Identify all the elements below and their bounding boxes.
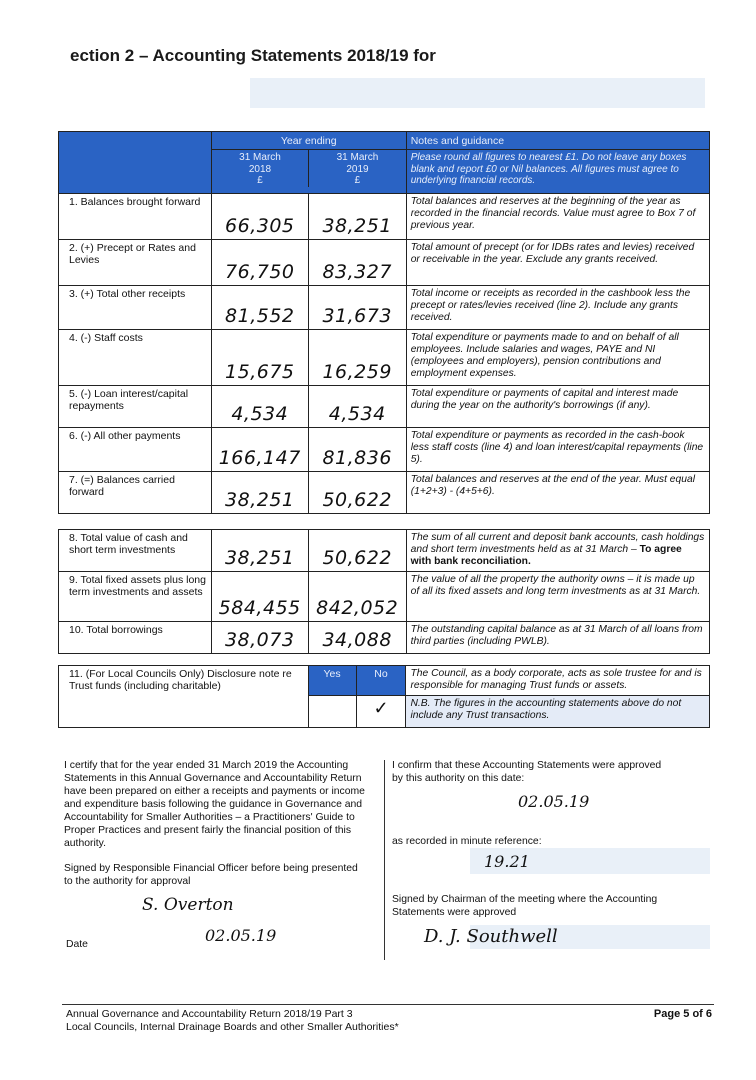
approval-confirmation: I confirm that these Accounting Statements were approved by this authority on this date: bbox=[392, 760, 662, 784]
assets-row bbox=[59, 530, 710, 572]
value-2018: 76,750 bbox=[211, 240, 308, 286]
statement-row bbox=[59, 240, 710, 286]
row-note-text: The outstanding capital balance as at 31 March of all loans from third parties (including PWLB). bbox=[410, 624, 703, 647]
footer-text bbox=[66, 1008, 399, 1033]
value-2018: 38,251 bbox=[211, 530, 308, 572]
notes-title: Notes and guidance bbox=[407, 132, 709, 150]
row-note: Total amount of precept (or for IDBs rates and levies) received or receivable in the year. Exclude any grants received. bbox=[406, 240, 709, 286]
value-2018: 584,455 bbox=[211, 572, 308, 622]
row-label: 9. Total fixed assets plus long term investments and assets bbox=[59, 572, 212, 622]
value-2019: 842,052 bbox=[308, 572, 406, 622]
row-note: Total balances and reserves at the beginning of the year as recorded in the financial records. Value must agree to Box 7 of previous year. bbox=[406, 194, 709, 240]
row-note: Total income or receipts as recorded in the cashbook less the precept or rates/levies received (line 2). Include any grants received. bbox=[406, 286, 709, 330]
row-label: 10. Total borrowings bbox=[59, 622, 212, 654]
statement-row bbox=[59, 428, 710, 472]
trust-label: 11. (For Local Councils Only) Disclosure note re Trust funds (including charitable) bbox=[59, 666, 309, 728]
trust-yes-header: Yes bbox=[308, 666, 356, 696]
chairman-signed-label: Signed by Chairman of the meeting where the Accounting Statements were approved bbox=[392, 894, 658, 918]
row-note bbox=[406, 622, 709, 654]
notes-guidance-text: Please round all figures to nearest £1. Do not leave any boxes blank and report £0 or Nil balances. All figures must agree to underlying financial records. bbox=[410, 152, 687, 186]
value-2018: 15,675 bbox=[211, 330, 308, 386]
trust-note-1: The Council, as a body corporate, acts as sole trustee for and is responsible for managing Trust funds or assets. bbox=[406, 666, 710, 696]
rfo-signed-label: Signed by Responsible Financial Officer before being presented to the authority for approval bbox=[64, 863, 358, 887]
row-label: 2. (+) Precept or Rates and Levies bbox=[59, 240, 212, 286]
value-2019: 31,673 bbox=[308, 286, 406, 330]
accounting-statements-table bbox=[58, 131, 710, 514]
rfo-signature: S. Overton bbox=[142, 895, 234, 915]
trust-yes-box bbox=[308, 696, 356, 728]
approval-date: 02.05.19 bbox=[518, 792, 590, 811]
row-label: 5. (-) Loan interest/capital repayments bbox=[59, 386, 212, 428]
statement-rows bbox=[59, 194, 710, 514]
minute-reference-value: 19.21 bbox=[484, 852, 530, 871]
assets-rows bbox=[59, 530, 710, 654]
trust-no-header: No bbox=[356, 666, 406, 696]
value-2018: 38,251 bbox=[211, 472, 308, 514]
rfo-date: 02.05.19 bbox=[205, 926, 277, 945]
value-2019: 50,622 bbox=[308, 530, 406, 572]
row-label: 6. (-) All other payments bbox=[59, 428, 212, 472]
year-ending-header bbox=[211, 132, 406, 194]
statement-row bbox=[59, 194, 710, 240]
trust-no-tick: ✓ bbox=[356, 696, 406, 728]
date-label: Date bbox=[66, 939, 88, 950]
value-2019: 50,622 bbox=[308, 472, 406, 514]
value-2018: 66,305 bbox=[211, 194, 308, 240]
divider-line bbox=[384, 760, 385, 960]
year-ending-label: Year ending bbox=[212, 132, 406, 150]
row-note-bold: To agree with bank reconciliation. bbox=[410, 544, 682, 567]
assets-table bbox=[58, 529, 710, 654]
row-note: Total expenditure or payments made to and on behalf of all employees. Include salaries and wages, PAYE and NI (employees and employers), pension contributions and employment expenses. bbox=[406, 330, 709, 386]
year-columns bbox=[212, 150, 406, 187]
row-label: 1. Balances brought forward bbox=[59, 194, 212, 240]
value-2019: 16,259 bbox=[308, 330, 406, 386]
header-blank bbox=[59, 132, 212, 194]
row-note bbox=[406, 530, 709, 572]
chairman-signature: D. J. Southwell bbox=[424, 926, 558, 947]
value-2018: 166,147 bbox=[211, 428, 308, 472]
row-label: 7. (=) Balances carried forward bbox=[59, 472, 212, 514]
row-note bbox=[406, 572, 709, 622]
col-2019-header: 31 March 2019 £ bbox=[336, 152, 379, 186]
bleed-through-band bbox=[250, 78, 705, 108]
row-label: 4. (-) Staff costs bbox=[59, 330, 212, 386]
page-title: ection 2 – Accounting Statements 2018/19 for bbox=[70, 46, 436, 65]
trust-note-2: N.B. The figures in the accounting statements above do not include any Trust transactions. bbox=[406, 696, 710, 728]
footer-line-1: Annual Governance and Accountability Return 2018/19 Part 3 bbox=[66, 1008, 353, 1020]
footer-rule bbox=[62, 1004, 714, 1005]
statement-row bbox=[59, 330, 710, 386]
minute-reference-label: as recorded in minute reference: bbox=[392, 836, 542, 847]
statement-row bbox=[59, 386, 710, 428]
row-note: Total balances and reserves at the end of the year. Must equal (1+2+3) - (4+5+6). bbox=[406, 472, 709, 514]
footer-line-2: Local Councils, Internal Drainage Boards and other Smaller Authorities* bbox=[66, 1020, 399, 1033]
assets-row bbox=[59, 572, 710, 622]
value-2019: 81,836 bbox=[308, 428, 406, 472]
statement-row bbox=[59, 286, 710, 330]
row-note-text: The sum of all current and deposit bank accounts, cash holdings and short term investments held as at 31 March – bbox=[410, 532, 705, 555]
col-2018-header: 31 March 2018 £ bbox=[212, 150, 309, 187]
page-number: Page 5 of 6 bbox=[653, 1008, 712, 1020]
statement-row bbox=[59, 472, 710, 514]
value-2018: 81,552 bbox=[211, 286, 308, 330]
notes-header bbox=[406, 132, 709, 194]
value-2018: 4,534 bbox=[211, 386, 308, 428]
row-note: Total expenditure or payments as recorded in the cash-book less staff costs (line 4) and loan interest/capital repayments (line 5). bbox=[406, 428, 709, 472]
trust-table bbox=[58, 665, 710, 728]
row-note: Total expenditure or payments of capital and interest made during the year on the authority's borrowings (if any). bbox=[406, 386, 709, 428]
value-2019: 38,251 bbox=[308, 194, 406, 240]
value-2019: 83,327 bbox=[308, 240, 406, 286]
row-label: 3. (+) Total other receipts bbox=[59, 286, 212, 330]
assets-row bbox=[59, 622, 710, 654]
value-2019: 4,534 bbox=[308, 386, 406, 428]
row-note-text: The value of all the property the authority owns – it is made up of all its fixed assets and long term investments as at 31 March. bbox=[410, 574, 701, 597]
row-label: 8. Total value of cash and short term investments bbox=[59, 530, 212, 572]
rfo-certification: I certify that for the year ended 31 March 2019 the Accounting Statements in this Annual Governance and Accountability Return have been prepared on either a receipts and payments or income and expenditure basis following the guidance in Governance and Accountability for Smaller Authorities – a Practitioners' Guide to Proper Practices and present fairly the financial position of this authority. bbox=[64, 760, 365, 849]
value-2019: 34,088 bbox=[308, 622, 406, 654]
value-2018: 38,073 bbox=[211, 622, 308, 654]
